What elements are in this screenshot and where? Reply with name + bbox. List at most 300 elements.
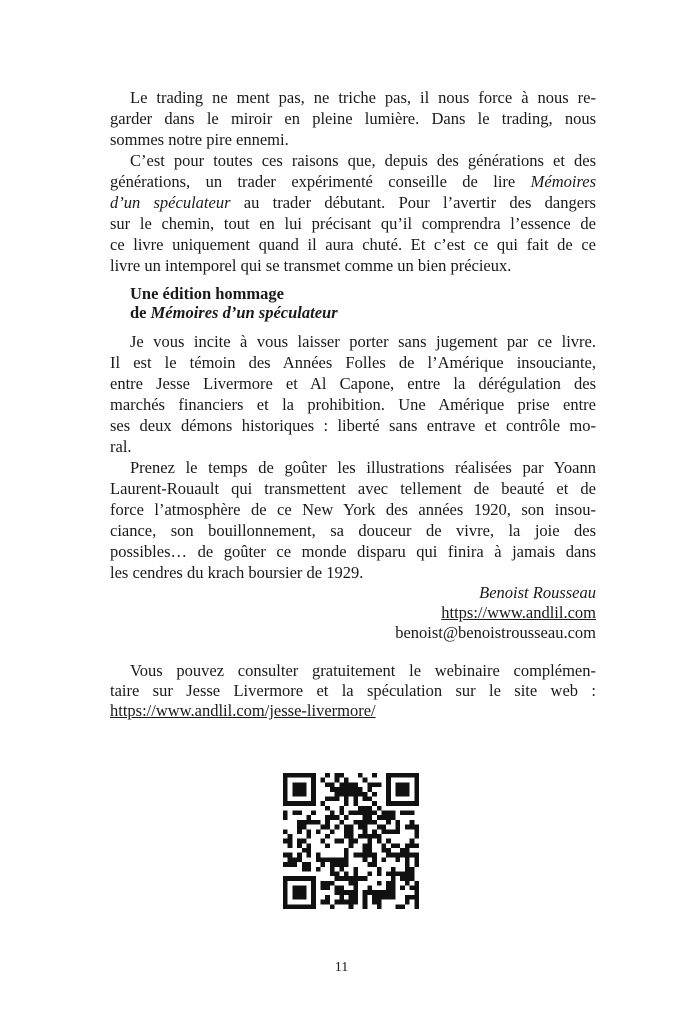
qr-module (391, 843, 396, 848)
qr-module (358, 811, 363, 816)
qr-module (335, 778, 340, 783)
qr-module (386, 890, 391, 895)
qr-module (353, 787, 358, 792)
qr-module (363, 904, 368, 909)
paragraph-line: marchés financiers et la prohibition. Une Amérique prise entre (110, 395, 596, 414)
qr-module (414, 834, 419, 839)
paragraph-line: sur le chemin, tout en lui précisant qu’il comprendra l’essence de (110, 214, 596, 233)
qr-module (302, 867, 307, 872)
qr-module (358, 792, 363, 797)
qr-module (372, 773, 377, 778)
qr-module (363, 895, 368, 900)
qr-module (330, 862, 335, 867)
qr-module (405, 895, 410, 900)
qr-module (288, 843, 293, 848)
qr-module (414, 829, 419, 834)
qr-module (400, 853, 405, 858)
qr-module (344, 834, 349, 839)
qr-module (358, 806, 363, 811)
qr-module (325, 806, 330, 811)
paragraph-line: Vous pouvez consulter gratuitement le webinaire complémen- (130, 661, 596, 680)
qr-module (344, 876, 349, 881)
qr-module (316, 829, 321, 834)
qr-module (316, 820, 321, 825)
qr-module (381, 811, 386, 816)
qr-module (321, 778, 326, 783)
qr-module (386, 839, 391, 844)
qr-module (363, 876, 368, 881)
paragraph-line: ce livre uniquement quand il aura chuté. Et c’est ce qui fait de ce (110, 235, 596, 254)
qr-module (363, 843, 368, 848)
qr-module (400, 904, 405, 909)
qr-module (391, 876, 396, 881)
qr-module (405, 862, 410, 867)
qr-module (372, 890, 377, 895)
qr-module (335, 862, 340, 867)
qr-module (400, 886, 405, 891)
qr-module (339, 782, 344, 787)
qr-module (391, 811, 396, 816)
qr-module (391, 853, 396, 858)
qr-module (372, 862, 377, 867)
qr-module (400, 876, 405, 881)
qr-module (372, 792, 377, 797)
qr-module (349, 834, 354, 839)
qr-module (335, 839, 340, 844)
qr-module (381, 848, 386, 853)
qr-module (325, 796, 330, 801)
qr-module (297, 811, 302, 816)
qr-module (330, 796, 335, 801)
qr-module (325, 834, 330, 839)
qr-module (353, 871, 358, 876)
qr-module (321, 839, 326, 844)
qr-module (358, 834, 363, 839)
qr-module (344, 848, 349, 853)
qr-module (391, 886, 396, 891)
qr-module (410, 871, 415, 876)
qr-module (377, 839, 382, 844)
qr-module (372, 900, 377, 905)
qr-module (321, 881, 326, 886)
qr-module (330, 811, 335, 816)
qr-module (344, 782, 349, 787)
qr-module (377, 782, 382, 787)
qr-module (353, 876, 358, 881)
qr-module (283, 829, 288, 834)
qr-module (353, 839, 358, 844)
section-heading: Une édition hommage (130, 284, 284, 303)
qr-module (344, 825, 349, 830)
qr-module (349, 782, 354, 787)
qr-module (335, 871, 340, 876)
qr-module (372, 834, 377, 839)
qr-module (353, 796, 358, 801)
qr-module (367, 806, 372, 811)
qr-module (339, 900, 344, 905)
qr-module (367, 843, 372, 848)
qr-module (335, 890, 340, 895)
qr-module (363, 792, 368, 797)
qr-module (321, 862, 326, 867)
qr-module (363, 848, 368, 853)
qr-module (405, 881, 410, 886)
qr-module (349, 904, 354, 909)
book-title: Mémoires d’un spéculateur (150, 303, 338, 322)
qr-module (363, 900, 368, 905)
qr-module (339, 820, 344, 825)
qr-module (321, 825, 326, 830)
qr-module (306, 853, 311, 858)
qr-module (330, 782, 335, 787)
qr-module (410, 853, 415, 858)
qr-module (396, 857, 401, 862)
qr-module (414, 862, 419, 867)
qr-module (363, 796, 368, 801)
book-title: d’un spéculateur (110, 193, 231, 212)
qr-module (367, 871, 372, 876)
qr-module (372, 853, 377, 858)
qr-module (349, 829, 354, 834)
author-name-text: Benoist Rousseau (479, 583, 596, 602)
qr-module (306, 867, 311, 872)
qr-module (288, 862, 293, 867)
qr-module (306, 843, 311, 848)
qr-module (353, 782, 358, 787)
qr-module (405, 853, 410, 858)
qr-module (400, 848, 405, 853)
qr-module (339, 811, 344, 816)
qr-module (306, 862, 311, 867)
qr-module (410, 811, 415, 816)
qr-module (414, 825, 419, 830)
paragraph-line: Je vous incite à vous laisser porter sans jugement par ce livre. (130, 332, 596, 351)
author-website (110, 602, 596, 623)
qr-module (410, 843, 415, 848)
qr-module (367, 839, 372, 844)
qr-module (396, 825, 401, 830)
qr-module (396, 904, 401, 909)
qr-module (410, 876, 415, 881)
qr-module (325, 857, 330, 862)
paragraph-line: sommes notre pire ennemi. (110, 130, 289, 149)
qr-module (381, 843, 386, 848)
qr-module (363, 857, 368, 862)
qr-module (292, 862, 297, 867)
qr-module (414, 890, 419, 895)
qr-module (349, 890, 354, 895)
qr-module (363, 829, 368, 834)
qr-module (344, 829, 349, 834)
qr-module (377, 895, 382, 900)
qr-module (363, 806, 368, 811)
qr-module (405, 848, 410, 853)
qr-module (391, 890, 396, 895)
qr-module (386, 820, 391, 825)
qr-module (367, 811, 372, 816)
qr-module (330, 829, 335, 834)
qr-module (367, 796, 372, 801)
qr-module (386, 871, 391, 876)
qr-module (325, 815, 330, 820)
qr-module (335, 876, 340, 881)
qr-module (297, 843, 302, 848)
qr-module (367, 890, 372, 895)
qr-module (363, 815, 368, 820)
qr-module (414, 843, 419, 848)
qr-module (283, 853, 288, 858)
qr-module (410, 820, 415, 825)
qr-module (414, 857, 419, 862)
qr-module (377, 806, 382, 811)
qr-module (405, 900, 410, 905)
qr-module (400, 811, 405, 816)
qr-module (335, 773, 340, 778)
webinar-link-line (110, 700, 596, 721)
qr-module (367, 820, 372, 825)
qr-module (363, 778, 368, 783)
qr-module (330, 857, 335, 862)
qr-module (335, 825, 340, 830)
qr-module (306, 834, 311, 839)
qr-module (353, 900, 358, 905)
qr-module (405, 825, 410, 830)
qr-finder (292, 886, 306, 900)
book-title: Mémoires (530, 172, 596, 191)
qr-module (386, 881, 391, 886)
qr-module (405, 811, 410, 816)
qr-module (391, 815, 396, 820)
qr-module (288, 853, 293, 858)
qr-module (386, 829, 391, 834)
qr-module (339, 890, 344, 895)
qr-module (367, 815, 372, 820)
author-email: benoist@benoistrousseau.com (395, 623, 596, 642)
qr-module (372, 782, 377, 787)
qr-module (306, 815, 311, 820)
qr-module (335, 857, 340, 862)
qr-module (405, 876, 410, 881)
qr-module (353, 881, 358, 886)
author-website-link[interactable]: https://www.andlil.com (441, 603, 596, 622)
paragraph-line: Il est le témoin des Années Folles de l’Amérique insouciante, (110, 353, 596, 372)
qr-module (414, 886, 419, 891)
qr-module (372, 857, 377, 862)
qr-module (410, 825, 415, 830)
qr-module (297, 839, 302, 844)
qr-module (396, 853, 401, 858)
qr-module (410, 839, 415, 844)
qr-module (344, 778, 349, 783)
qr-finder (292, 782, 306, 796)
qr-module (414, 853, 419, 858)
qr-module (302, 820, 307, 825)
qr-module (297, 825, 302, 830)
qr-module (372, 829, 377, 834)
section-heading (130, 302, 596, 323)
qr-module (358, 773, 363, 778)
qr-module (302, 848, 307, 853)
qr-module (349, 787, 354, 792)
qr-module (344, 890, 349, 895)
paragraph-line: force l’atmosphère de ce New York des années 1920, son insou- (110, 500, 596, 519)
qr-module (330, 904, 335, 909)
qr-module (339, 857, 344, 862)
qr-module (349, 811, 354, 816)
qr-module (344, 853, 349, 858)
qr-module (283, 815, 288, 820)
qr-module (349, 839, 354, 844)
qr-module (302, 839, 307, 844)
qr-module (339, 787, 344, 792)
qr-module (335, 886, 340, 891)
qr-module (353, 886, 358, 891)
qr-module (358, 876, 363, 881)
qr-module (330, 881, 335, 886)
qr-module (349, 895, 354, 900)
qr-module (339, 876, 344, 881)
qr-module (358, 825, 363, 830)
qr-module (330, 871, 335, 876)
paragraph-line: possibles… de goûter ce monde disparu qui finira à jamais dans (110, 542, 596, 561)
qr-module (335, 792, 340, 797)
qr-module (377, 834, 382, 839)
paragraph-line: livre un intemporel qui se transmet comme un bien précieux. (110, 256, 512, 275)
qr-module (391, 867, 396, 872)
paragraph-line (110, 192, 596, 213)
qr-module (335, 900, 340, 905)
qr-module (381, 829, 386, 834)
qr-module (386, 895, 391, 900)
qr-module (339, 773, 344, 778)
qr-module (414, 904, 419, 909)
paragraph-line: Prenez le temps de goûter les illustrations réalisées par Yoann (130, 458, 596, 477)
paragraph-line (110, 171, 596, 192)
qr-module (405, 843, 410, 848)
qr-code[interactable] (283, 773, 419, 909)
paragraph-line: Le trading ne ment pas, ne triche pas, il nous force à nous re- (130, 88, 596, 107)
qr-module (386, 848, 391, 853)
qr-module (372, 820, 377, 825)
qr-module (372, 801, 377, 806)
qr-module (335, 815, 340, 820)
qr-module (339, 806, 344, 811)
qr-module (363, 834, 368, 839)
qr-module (306, 848, 311, 853)
paragraph-line: les cendres du krach boursier de 1929. (110, 563, 364, 582)
qr-module (353, 890, 358, 895)
qr-module (292, 811, 297, 816)
paragraph-line: ral. (110, 437, 132, 456)
qr-module (391, 871, 396, 876)
qr-module (292, 857, 297, 862)
qr-module (344, 815, 349, 820)
qr-module (363, 890, 368, 895)
qr-module (381, 890, 386, 895)
qr-module (344, 900, 349, 905)
qr-module (391, 895, 396, 900)
qr-module (391, 829, 396, 834)
qr-module (396, 829, 401, 834)
qr-module (344, 787, 349, 792)
qr-module (344, 796, 349, 801)
qr-module (288, 839, 293, 844)
qr-module (396, 820, 401, 825)
qr-module (306, 829, 311, 834)
qr-module (386, 815, 391, 820)
qr-module (381, 857, 386, 862)
qr-module (316, 857, 321, 862)
qr-module (410, 895, 415, 900)
paragraph-line: garder dans le miroir en pleine lumière. Dans le trading, nous (110, 109, 596, 128)
qr-module (288, 834, 293, 839)
qr-module (381, 815, 386, 820)
qr-module (353, 867, 358, 872)
qr-module (325, 782, 330, 787)
qr-module (297, 829, 302, 834)
paragraph-line: ses deux démons historiques : liberté sans entrave et contrôle mo- (110, 416, 596, 435)
qr-module (339, 867, 344, 872)
qr-module (288, 857, 293, 862)
qr-module (405, 857, 410, 862)
qr-module (306, 820, 311, 825)
qr-module (363, 825, 368, 830)
qr-module (335, 796, 340, 801)
qr-module (367, 782, 372, 787)
qr-module (363, 853, 368, 858)
webinar-link[interactable]: https://www.andlil.com/jesse-livermore/ (110, 701, 376, 720)
qr-module (414, 900, 419, 905)
qr-module (316, 853, 321, 858)
qr-module (353, 820, 358, 825)
qr-module (353, 853, 358, 858)
qr-module (335, 787, 340, 792)
qr-module (321, 801, 326, 806)
qr-module (358, 853, 363, 858)
qr-module (316, 867, 321, 872)
qr-module (377, 904, 382, 909)
qr-module (321, 900, 326, 905)
qr-module (367, 853, 372, 858)
qr-module (405, 871, 410, 876)
qr-module (283, 862, 288, 867)
qr-module (344, 801, 349, 806)
qr-module (321, 857, 326, 862)
qr-module (414, 895, 419, 900)
qr-module (367, 862, 372, 867)
qr-module (325, 825, 330, 830)
qr-module (339, 862, 344, 867)
qr-module (372, 811, 377, 816)
qr-module (377, 881, 382, 886)
qr-module (311, 811, 316, 816)
qr-module (396, 843, 401, 848)
qr-module (386, 886, 391, 891)
qr-module (367, 834, 372, 839)
qr-module (391, 881, 396, 886)
qr-module (377, 871, 382, 876)
qr-module (297, 857, 302, 862)
qr-module (410, 886, 415, 891)
qr-module (344, 862, 349, 867)
qr-module (339, 792, 344, 797)
qr-module (405, 867, 410, 872)
qr-module (377, 815, 382, 820)
qr-module (358, 820, 363, 825)
qr-module (377, 825, 382, 830)
qr-module (297, 820, 302, 825)
paragraph-line: C’est pour toutes ces raisons que, depuis des générations et des (130, 151, 596, 170)
